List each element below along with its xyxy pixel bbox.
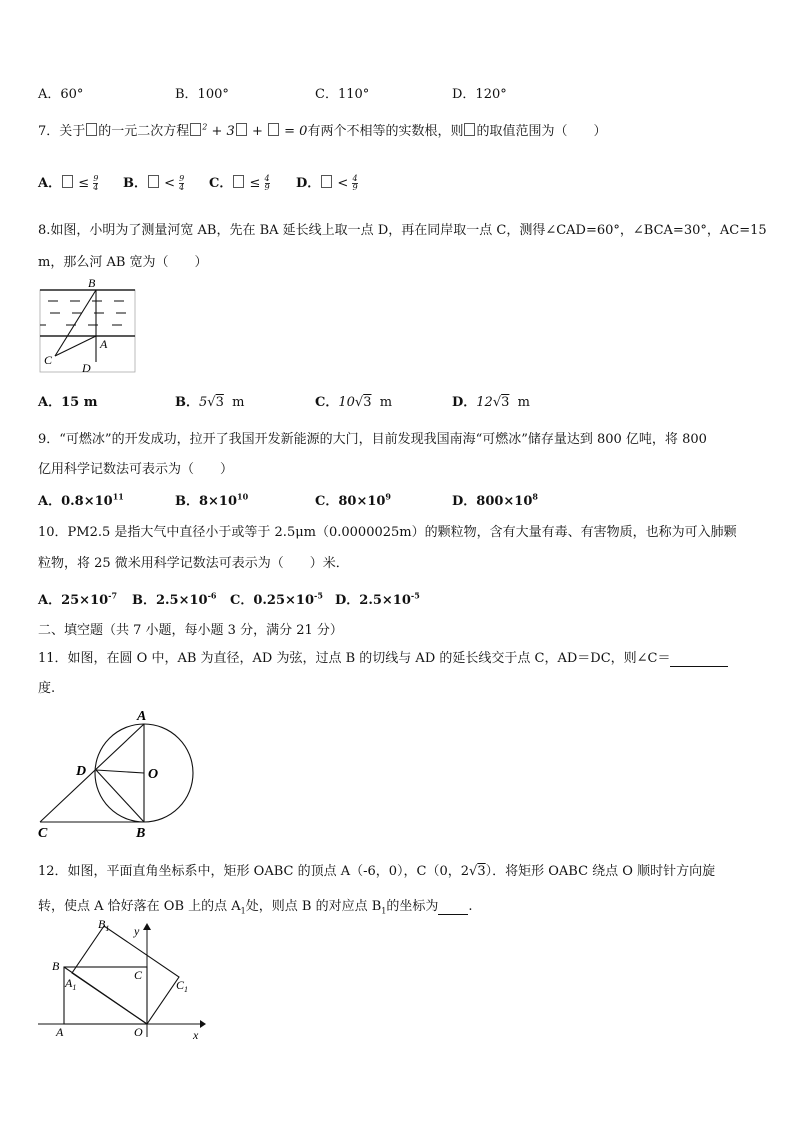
q12-label-y: y	[134, 924, 140, 938]
q11-figure	[30, 703, 200, 843]
q8-line1: 8.如图，小明为了测量河宽 AB，先在 BA 延长线上取一点 D，再在同岸取一点 C，测得∠CAD=60°，∠BCA=30°，AC=15	[38, 223, 767, 238]
q7-option-c: C． ≤ $\frac{4}{9}$	[209, 174, 270, 192]
q8-river-box	[40, 290, 135, 372]
q7-eq-part4: = 0	[280, 124, 308, 139]
q12-label-c: C	[134, 968, 143, 982]
q7-suffix: 有两个不相等的实数根，则	[307, 124, 464, 139]
missing-glyph-icon	[62, 175, 73, 188]
q9-option-b: B．$8\times 10^{10}$	[175, 491, 249, 509]
q9-line2: 亿用科学记数法可表示为（ ）	[38, 462, 234, 477]
q8-option-a: A．15 m	[38, 395, 98, 410]
section-heading: 二、填空题（共 7 小题，每小题 3 分，满分 21 分）	[38, 623, 343, 638]
q8-options	[38, 391, 758, 409]
q6-option-a: A．60°	[38, 87, 84, 102]
q8-option-b: B．5√3 m	[175, 395, 245, 410]
q8-line2: m，那么河 AB 宽为（ ）	[38, 255, 208, 270]
fraction: $\frac{9}{4}$	[179, 174, 185, 192]
missing-glyph-icon	[268, 123, 279, 136]
q7-end: 的取值范围为（ ）	[476, 124, 607, 139]
missing-glyph-icon	[464, 123, 475, 136]
q6-option-d: D．120°	[452, 87, 507, 102]
q6-option-b: B．100°	[175, 87, 229, 102]
q9-options	[38, 490, 758, 508]
q7-option-b: B． < $\frac{9}{4}$	[123, 174, 185, 192]
q9-line1: 9．“可燃冰”的开发成功，拉开了我国开发新能源的大门，目前发现我国南海“可燃冰”储存量达到 800 亿吨，将 800	[38, 432, 707, 447]
q10-line1: 10．PM2.5 是指大气中直径小于或等于 2.5μm（0.0000025m）的颗粒物，含有大量有毒、有害物质，也称为可入肺颗	[38, 525, 737, 540]
q8-label-c: C	[44, 353, 53, 367]
q11-line-db	[96, 770, 144, 822]
answer-blank	[670, 651, 728, 667]
q7-mid: 的一元二次方程	[98, 124, 190, 139]
fraction: $\frac{4}{9}$	[352, 174, 358, 192]
q12-label-o: O	[134, 1025, 143, 1039]
q11-label-o: O	[148, 767, 159, 782]
q12-label-a: A	[56, 1025, 64, 1039]
missing-glyph-icon	[321, 175, 332, 188]
q7-eq-exp: 2	[202, 122, 208, 132]
q9-option-c: C．$80\times 10^9$	[315, 491, 391, 509]
answer-blank	[438, 899, 468, 915]
q12-label-c1: $C_1$	[176, 978, 189, 994]
q11-line1: 11．如图，在圆 O 中，AB 为直径，AD 为弦，过点 B 的切线与 AD 的延长线交于点 C，AD＝DC，则∠C＝	[38, 647, 728, 667]
q12-figure	[30, 912, 210, 1042]
missing-glyph-icon	[86, 123, 97, 136]
missing-glyph-icon	[190, 123, 201, 136]
q8-option-c: C．10√3 m	[315, 395, 393, 410]
q11-label-c: C	[38, 826, 48, 841]
missing-glyph-icon	[236, 123, 247, 136]
q12-label-b: B	[52, 959, 60, 973]
q8-label-a: A	[100, 337, 108, 351]
fraction: $\frac{4}{9}$	[264, 174, 270, 192]
q7-prefix: 7．关于	[38, 124, 86, 139]
q8-water-dashes	[40, 301, 126, 325]
q10-option-d: D．$2.5\times 10^{-5}$	[335, 590, 420, 608]
q12-rect-oa1b1c1	[72, 926, 179, 1024]
q8-figure	[30, 276, 140, 376]
q10-option-a: A．$25\times 10^{-7}$	[38, 590, 118, 608]
q7-option-d: D． < $\frac{4}{9}$	[296, 174, 358, 192]
q11-line-do	[96, 770, 144, 773]
q8-option-d: D．12√3 m	[452, 395, 530, 410]
q8-label-d: D	[82, 361, 91, 375]
q6-option-c: C．110°	[315, 87, 370, 102]
q7-stem	[38, 120, 606, 139]
q12-x-arrow	[200, 1020, 206, 1028]
q12-line1: 12．如图，平面直角坐标系中，矩形 OABC 的顶点 A（-6，0），C（0，2√3）．将矩形 OABC 绕点 O 顺时针方向旋	[38, 864, 716, 879]
q7-eq-part2: + 3	[207, 124, 235, 139]
q7-option-a: A． ≤ $\frac{9}{4}$	[38, 174, 99, 192]
q7-options	[38, 170, 438, 194]
q9-option-d: D．$800\times 10^8$	[452, 491, 538, 509]
q6-options	[38, 83, 758, 101]
q11-label-d: D	[76, 764, 87, 779]
q9-option-a: A．$0.8\times 10^{11}$	[38, 491, 124, 509]
q12-label-x: x	[193, 1028, 199, 1042]
q7-eq-part3: +	[247, 124, 267, 139]
q10-line2: 粒物，将 25 微米用科学记数法可表示为（ ）米．	[38, 556, 349, 571]
q8-label-b: B	[88, 276, 96, 290]
q12-label-b1: $B_1$	[98, 917, 110, 933]
fraction: $\frac{9}{4}$	[93, 174, 99, 192]
missing-glyph-icon	[233, 175, 244, 188]
q12-line2: 转，使点 A 恰好落在 OB 上的点 $A_1$处，则点 B 的对应点 $B_1$的坐标为 .	[38, 899, 473, 916]
missing-glyph-icon	[148, 175, 159, 188]
q10-options	[38, 589, 758, 607]
q10-option-b: B．$2.5\times 10^{-6}$	[132, 590, 217, 608]
q12-y-arrow	[143, 923, 151, 930]
q12-label-a1: $A_1$	[65, 976, 77, 992]
q11-label-b: B	[136, 826, 146, 841]
q11-line-ac	[40, 724, 144, 822]
q11-label-a: A	[137, 709, 147, 724]
q10-option-c: C．$0.25\times 10^{-5}$	[230, 590, 323, 608]
q11-line2: 度.	[38, 681, 56, 696]
